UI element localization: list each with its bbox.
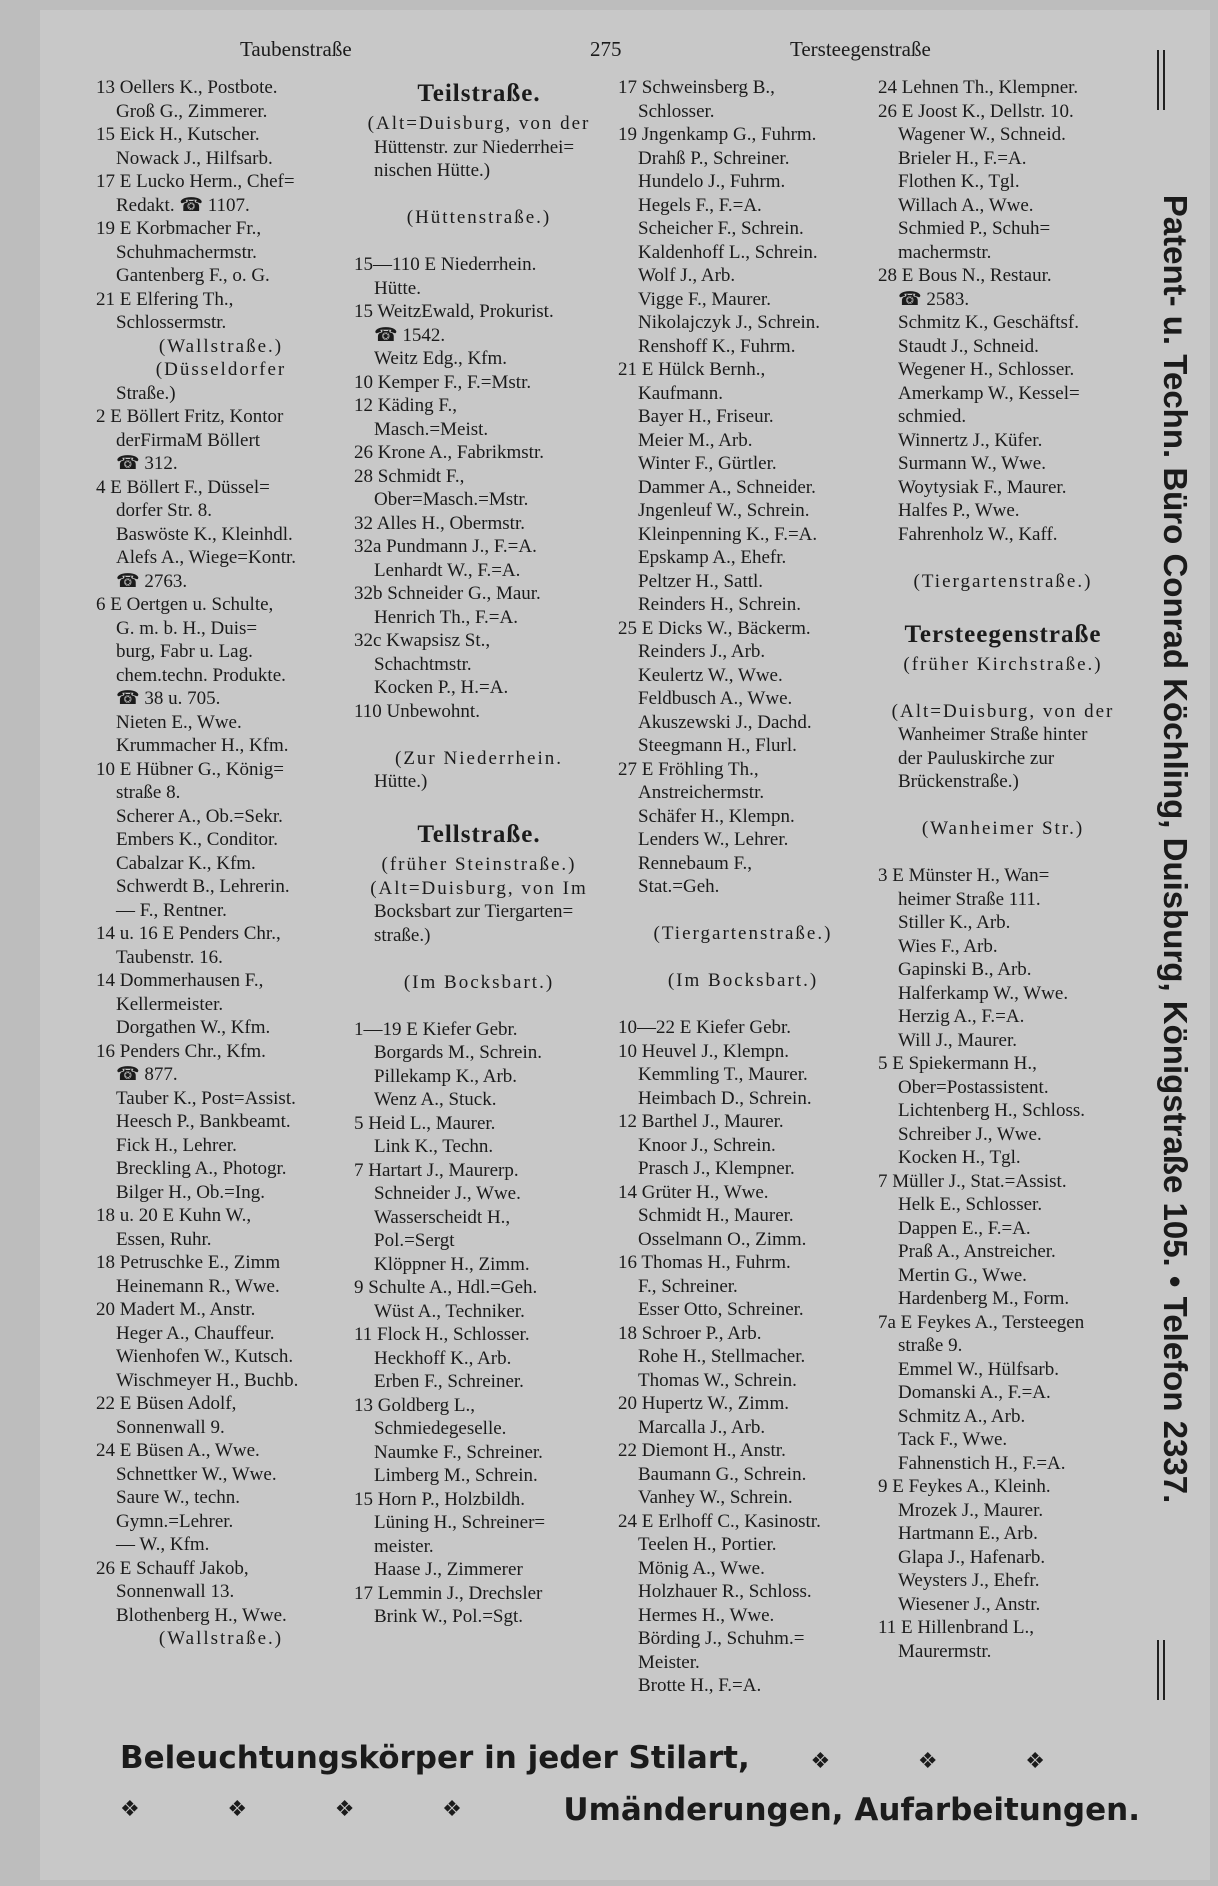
- resident-entry: Rohe H., Stellmacher.: [638, 1346, 806, 1367]
- resident-entry: Wolf J., Arb.: [638, 265, 736, 286]
- address-entry: 24 E Erlhoff C., Kasinostr.: [618, 1510, 821, 1532]
- address-entry: 17 E Lucko Herm., Chef=: [96, 171, 295, 192]
- resident-entry: Blothenberg H., Wwe.: [116, 1604, 287, 1626]
- resident-entry: Anstreichermstr.: [638, 782, 765, 803]
- blank-line: [354, 794, 604, 818]
- resident-entry: Sonnenwall 9.: [116, 1416, 225, 1438]
- street-note: (Wanheimer Str.): [921, 818, 1085, 839]
- resident-entry: Hermes H., Wwe.: [638, 1604, 775, 1626]
- resident-entry: Will J., Maurer.: [898, 1029, 1018, 1051]
- resident-entry: Hardenberg M., Form.: [898, 1288, 1070, 1309]
- resident-entry: Dammer A., Schneider.: [638, 476, 816, 498]
- resident-entry: Breckling A., Photogr.: [116, 1158, 287, 1179]
- address-entry: 21 E Elfering Th.,: [96, 288, 234, 310]
- resident-entry: Wiesener J., Anstr.: [898, 1593, 1041, 1615]
- resident-entry: machermstr.: [898, 241, 992, 263]
- resident-entry: Schäfer H., Klempn.: [638, 805, 795, 827]
- resident-entry: Flothen K., Tgl.: [898, 171, 1020, 192]
- address-entry: 27 E Fröhling Th.,: [618, 758, 759, 780]
- address-entry: 16 Thomas H., Fuhrm.: [618, 1252, 791, 1273]
- resident-entry: Taubenstr. 16.: [116, 946, 223, 968]
- resident-entry: Krummacher H., Kfm.: [116, 735, 289, 756]
- resident-entry: Naumke F., Schreiner.: [374, 1441, 543, 1463]
- resident-entry: Nieten E., Wwe.: [116, 711, 242, 733]
- address-entry: 26 E Schauff Jakob,: [96, 1557, 249, 1579]
- address-entry: 10 E Hübner G., König=: [96, 758, 285, 780]
- resident-entry: Heimbach D., Schrein.: [638, 1087, 812, 1109]
- resident-entry: Jngenleuf W., Schrein.: [638, 500, 810, 521]
- resident-entry: Alefs A., Wiege=Kontr.: [116, 547, 297, 568]
- resident-entry: Erben F., Schreiner.: [374, 1371, 524, 1392]
- resident-entry: Baumann G., Schrein.: [638, 1463, 807, 1485]
- resident-entry: Glapa J., Hafenarb.: [898, 1546, 1046, 1568]
- resident-entry: Woytysiak F., Maurer.: [898, 476, 1067, 498]
- address-entry: 24 Lehnen Th., Klempner.: [878, 77, 1079, 98]
- directory-column: [618, 76, 868, 1698]
- directory-column: [878, 76, 1128, 1663]
- address-entry: 11 Flock H., Schlosser.: [354, 1324, 530, 1345]
- address-entry: 18 Petruschke E., Zimm: [96, 1252, 281, 1273]
- resident-entry: Marcalla J., Arb.: [638, 1416, 766, 1438]
- blank-line: [618, 899, 868, 923]
- resident-entry: Embers K., Conditor.: [116, 829, 279, 850]
- resident-entry: Heinemann R., Wwe.: [116, 1275, 280, 1297]
- resident-entry: Osselmann O., Zimm.: [638, 1228, 807, 1250]
- resident-entry: schmied.: [898, 406, 967, 427]
- resident-entry: Amerkamp W., Kessel=: [898, 382, 1080, 404]
- resident-entry: Staudt J., Schneid.: [898, 335, 1039, 357]
- address-entry: 17 Lemmin J., Drechsler: [354, 1582, 543, 1604]
- address-entry: 9 Schulte A., Hdl.=Geh.: [354, 1277, 538, 1298]
- resident-entry: Akuszewski J., Dachd.: [638, 711, 812, 733]
- resident-entry: Stat.=Geh.: [638, 876, 720, 897]
- resident-entry: Emmel W., Hülfsarb.: [898, 1358, 1059, 1380]
- resident-entry: Scherer A., Ob.=Sekr.: [116, 805, 283, 827]
- address-entry: 110 Unbewohnt.: [354, 700, 480, 722]
- resident-entry: ☎ 2583.: [898, 288, 970, 310]
- resident-entry: Prasch J., Klempner.: [638, 1158, 795, 1179]
- address-entry: 24 E Büsen A., Wwe.: [96, 1440, 260, 1461]
- resident-entry: Schwerdt B., Lehrerin.: [116, 876, 290, 897]
- divider: [1157, 1640, 1165, 1700]
- resident-entry: Lenders W., Lehrer.: [638, 829, 789, 850]
- address-entry: 6 E Oertgen u. Schulte,: [96, 594, 274, 615]
- resident-entry: Feldbusch A., Wwe.: [638, 688, 793, 709]
- resident-entry: Kaufmann.: [638, 382, 723, 404]
- resident-entry: Drahß P., Schreiner.: [638, 147, 790, 169]
- resident-entry: Redakt. ☎ 1107.: [116, 194, 250, 216]
- resident-entry: Hundelo J., Fuhrm.: [638, 171, 786, 192]
- resident-entry: Cabalzar K., Kfm.: [116, 852, 256, 874]
- resident-entry: Limberg M., Schrein.: [374, 1465, 538, 1486]
- resident-entry: ☎ 312.: [116, 453, 178, 474]
- street-note: (früher Kirchstraße.): [903, 653, 1103, 675]
- blank-line: [354, 947, 604, 971]
- blank-line: [878, 841, 1128, 865]
- resident-entry: Halferkamp W., Wwe.: [898, 982, 1069, 1004]
- address-entry: 22 Diemont H., Anstr.: [618, 1440, 786, 1461]
- resident-entry: Lichtenberg H., Schloss.: [898, 1100, 1085, 1121]
- address-entry: 28 E Bous N., Restaur.: [878, 265, 1052, 286]
- resident-entry: Winter F., Gürtler.: [638, 453, 777, 474]
- address-entry: 14 Grüter H., Wwe.: [618, 1181, 769, 1203]
- resident-entry: Brink W., Pol.=Sgt.: [374, 1606, 524, 1627]
- resident-entry: chem.techn. Produkte.: [116, 664, 286, 686]
- blank-line: [878, 593, 1128, 617]
- resident-entry: ☎ 1542.: [374, 324, 446, 346]
- street-note: (Im Bocksbart.): [667, 970, 819, 991]
- resident-entry: der Pauluskirche zur: [898, 747, 1055, 769]
- resident-entry: Kellermeister.: [116, 993, 224, 1015]
- address-entry: 11 E Hillenbrand L.,: [878, 1617, 1035, 1638]
- address-entry: 22 E Büsen Adolf,: [96, 1393, 237, 1414]
- resident-entry: Bayer H., Friseur.: [638, 406, 774, 427]
- resident-entry: Steegmann H., Flurl.: [638, 735, 797, 756]
- street-note: (Zur Niederrhein.: [395, 747, 563, 769]
- street-note: (Wallstraße.): [158, 1628, 284, 1649]
- resident-entry: Weitz Edg., Kfm.: [374, 348, 508, 369]
- resident-entry: Lenhardt W., F.=A.: [374, 559, 521, 581]
- resident-entry: Schmied P., Schuh=: [898, 218, 1051, 239]
- resident-entry: Pol.=Sergt: [374, 1230, 455, 1251]
- resident-entry: Wies F., Arb.: [898, 935, 998, 957]
- resident-entry: Schlossermstr.: [116, 312, 227, 333]
- resident-entry: Brieler H., F.=A.: [898, 147, 1027, 169]
- address-entry: 19 Jngenkamp G., Fuhrm.: [618, 124, 817, 145]
- resident-entry: Mrozek J., Maurer.: [898, 1499, 1044, 1521]
- resident-entry: Wüst A., Techniker.: [374, 1300, 525, 1322]
- page-number: 275: [590, 37, 622, 61]
- resident-entry: Holzhauer R., Schloss.: [638, 1581, 812, 1602]
- address-entry: 18 Schroer P., Arb.: [618, 1322, 762, 1344]
- resident-entry: Praß A., Anstreicher.: [898, 1241, 1056, 1262]
- resident-entry: Baswöste K., Kleinhdl.: [116, 523, 293, 545]
- ornament: ❖ ❖ ❖: [810, 1749, 1086, 1774]
- resident-entry: G. m. b. H., Duis=: [116, 617, 258, 639]
- address-entry: 32a Pundmann J., F.=A.: [354, 536, 537, 557]
- resident-entry: Maurermstr.: [898, 1640, 992, 1662]
- resident-entry: derFirmaM Böllert: [116, 429, 261, 451]
- street-note: (Düsseldorfer: [155, 359, 287, 380]
- resident-entry: Stiller K., Arb.: [898, 912, 1011, 933]
- address-entry: 9 E Feykes A., Kleinh.: [878, 1476, 1051, 1497]
- resident-entry: Haase J., Zimmerer: [374, 1559, 523, 1580]
- side-ad-text: Patent- u. Techn. Büro Conrad Köchling, Duisburg, Königstraße 105. • Telefon 2337.: [1157, 194, 1194, 1504]
- resident-entry: Wegener H., Schlosser.: [898, 359, 1075, 380]
- resident-entry: Meister.: [638, 1651, 700, 1673]
- resident-entry: Herzig A., F.=A.: [898, 1006, 1025, 1027]
- resident-entry: Schachtmstr.: [374, 653, 472, 675]
- address-entry: 1—19 E Kiefer Gebr.: [354, 1018, 518, 1040]
- street-note: (Tiergartenstraße.): [913, 570, 1093, 592]
- address-entry: 14 u. 16 E Penders Chr.,: [96, 923, 281, 944]
- resident-entry: Kaldenhoff L., Schrein.: [638, 241, 818, 263]
- address-entry: 15 Horn P., Holzbildh.: [354, 1488, 525, 1510]
- resident-entry: Lüning H., Schreiner=: [374, 1512, 546, 1533]
- resident-entry: Nikolajczyk J., Schrein.: [638, 312, 821, 333]
- address-entry: 10 Kemper F., F.=Mstr.: [354, 371, 532, 393]
- resident-entry: Weysters J., Ehefr.: [898, 1570, 1040, 1591]
- resident-entry: Bocksbart zur Tiergarten=: [374, 901, 574, 922]
- resident-entry: Hütte.): [374, 771, 428, 792]
- resident-entry: Kemmling T., Maurer.: [638, 1064, 808, 1085]
- address-entry: 25 E Dicks W., Bäckerm.: [618, 617, 811, 639]
- address-entry: 7 Hartart J., Maurerp.: [354, 1159, 519, 1181]
- blank-line: [354, 994, 604, 1018]
- resident-entry: dorfer Str. 8.: [116, 500, 213, 521]
- resident-entry: Ober=Postassistent.: [898, 1076, 1049, 1098]
- resident-entry: Brotte H., F.=A.: [638, 1675, 762, 1696]
- resident-entry: Kleinpenning K., F.=A.: [638, 523, 818, 545]
- resident-entry: straße 9.: [898, 1335, 963, 1356]
- resident-entry: Hegels F., F.=A.: [638, 194, 762, 216]
- address-entry: 7a E Feykes A., Tersteegen: [878, 1311, 1085, 1333]
- resident-entry: Epskamp A., Ehefr.: [638, 547, 787, 568]
- side-advertisement: [1145, 50, 1205, 1710]
- resident-entry: straße 8.: [116, 782, 181, 803]
- resident-entry: Schnettker W., Wwe.: [116, 1463, 277, 1485]
- resident-entry: Hüttenstr. zur Niederrhei=: [374, 136, 575, 158]
- street-note: (Im Bocksbart.): [403, 971, 555, 993]
- resident-entry: Reinders J., Arb.: [638, 641, 766, 662]
- resident-entry: — W., Kfm.: [116, 1534, 210, 1555]
- resident-entry: Schmitz A., Arb.: [898, 1405, 1026, 1427]
- resident-entry: Tauber K., Post=Assist.: [116, 1087, 296, 1109]
- bottom-advertisement: [120, 1732, 1140, 1836]
- banner-line-2: Umänderungen, Aufarbeitungen.: [563, 1792, 1140, 1828]
- resident-entry: Helk E., Schlosser.: [898, 1194, 1043, 1215]
- resident-entry: Fick H., Lehrer.: [116, 1134, 237, 1156]
- address-entry: 13 Goldberg L.,: [354, 1394, 476, 1416]
- resident-entry: Hütte.: [374, 277, 421, 299]
- blank-line: [878, 676, 1128, 700]
- resident-entry: Schmidt H., Maurer.: [638, 1205, 794, 1226]
- resident-entry: Borgards M., Schrein.: [374, 1042, 542, 1063]
- resident-entry: Wischmeyer H., Buchb.: [116, 1369, 299, 1391]
- resident-entry: — F., Rentner.: [116, 899, 227, 921]
- blank-line: [878, 546, 1128, 570]
- resident-entry: Wanheimer Straße hinter: [898, 724, 1088, 745]
- resident-entry: Meier M., Arb.: [638, 429, 753, 451]
- resident-entry: Mönig A., Wwe.: [638, 1557, 765, 1579]
- resident-entry: Dappen E., F.=A.: [898, 1217, 1031, 1239]
- address-entry: 20 Madert M., Anstr.: [96, 1299, 256, 1320]
- address-entry: 32b Schneider G., Maur.: [354, 583, 541, 604]
- resident-entry: Reinders H., Schrein.: [638, 594, 802, 615]
- address-entry: 20 Hupertz W., Zimm.: [618, 1393, 789, 1414]
- resident-entry: Wenz A., Stuck.: [374, 1089, 497, 1110]
- street-note: (Alt=Duisburg, von der: [891, 700, 1115, 722]
- address-entry: 19 E Korbmacher Fr.,: [96, 218, 262, 239]
- street-note: (Alt=Duisburg, von der: [367, 113, 591, 134]
- street-note: (Alt=Duisburg, von Im: [370, 877, 588, 899]
- resident-entry: Wasserscheidt H.,: [374, 1206, 511, 1228]
- resident-entry: Vigge F., Maurer.: [638, 288, 771, 310]
- resident-entry: Keulertz W., Wwe.: [638, 664, 783, 686]
- resident-entry: Scheicher F., Schrein.: [638, 218, 804, 239]
- resident-entry: Thomas W., Schrein.: [638, 1369, 797, 1391]
- resident-entry: Heger A., Chauffeur.: [116, 1322, 275, 1344]
- address-entry: 16 Penders Chr., Kfm.: [96, 1040, 266, 1062]
- street-note: (Hüttenstraße.): [406, 207, 552, 228]
- resident-entry: Surmann W., Wwe.: [898, 453, 1046, 474]
- street-note: (früher Steinstraße.): [381, 854, 577, 875]
- street-heading: Tellstraße.: [417, 821, 541, 848]
- resident-entry: Schmitz K., Geschäftsf.: [898, 312, 1079, 333]
- blank-line: [354, 183, 604, 207]
- resident-entry: Fahnenstich H., F.=A.: [898, 1452, 1066, 1474]
- resident-entry: Schreiber J., Wwe.: [898, 1123, 1042, 1145]
- divider: [1157, 50, 1165, 110]
- address-entry: 15 Eick H., Kutscher.: [96, 124, 260, 145]
- address-entry: 14 Dommerhausen F.,: [96, 970, 264, 991]
- resident-entry: Peltzer H., Sattl.: [638, 570, 764, 592]
- address-entry: 5 E Spiekermann H.,: [878, 1053, 1037, 1074]
- resident-entry: Domanski A., F.=A.: [898, 1382, 1051, 1403]
- address-entry: 4 E Böllert F., Düssel=: [96, 476, 270, 498]
- resident-entry: Kocken P., H.=A.: [374, 677, 509, 698]
- resident-entry: straße.): [374, 924, 431, 946]
- resident-entry: Gymn.=Lehrer.: [116, 1510, 234, 1532]
- street-heading: Teilstraße.: [417, 80, 541, 107]
- directory-column: [96, 76, 346, 1651]
- resident-entry: Renshoff K., Fuhrm.: [638, 335, 796, 357]
- street-heading: Tersteegenstraße: [904, 620, 1102, 648]
- address-entry: 18 u. 20 E Kuhn W.,: [96, 1205, 252, 1226]
- resident-entry: Willach A., Wwe.: [898, 194, 1034, 216]
- resident-entry: ☎ 877.: [116, 1064, 178, 1085]
- resident-entry: Tack F., Wwe.: [898, 1429, 1008, 1450]
- resident-entry: Börding J., Schuhm.=: [638, 1628, 805, 1649]
- header-left-street: Taubenstraße: [240, 37, 352, 61]
- address-entry: 2 E Böllert Fritz, Kontor: [96, 406, 284, 427]
- resident-entry: Vanhey W., Schrein.: [638, 1487, 793, 1508]
- address-entry: 5 Heid L., Maurer.: [354, 1112, 496, 1134]
- resident-entry: Heesch P., Bankbeamt.: [116, 1111, 291, 1132]
- address-entry: 10 Heuvel J., Klempn.: [618, 1040, 789, 1062]
- resident-entry: Schlosser.: [638, 100, 715, 122]
- resident-entry: Winnertz J., Küfer.: [898, 429, 1043, 451]
- resident-entry: Gantenberg F., o. G.: [116, 265, 270, 286]
- address-entry: 32 Alles H., Obermstr.: [354, 512, 525, 534]
- resident-entry: Wienhofen W., Kutsch.: [116, 1346, 294, 1367]
- resident-entry: ☎ 38 u. 705.: [116, 688, 221, 709]
- resident-entry: Schuhmachermstr.: [116, 241, 257, 263]
- address-entry: 7 Müller J., Stat.=Assist.: [878, 1170, 1067, 1192]
- address-entry: 13 Oellers K., Postbote.: [96, 77, 278, 98]
- address-entry: 3 E Münster H., Wan=: [878, 865, 1050, 886]
- resident-entry: Fahrenholz W., Kaff.: [898, 523, 1058, 545]
- address-entry: 21 E Hülck Bernh.,: [618, 359, 766, 380]
- resident-entry: Henrich Th., F.=A.: [374, 606, 518, 628]
- ornament: ❖ ❖ ❖ ❖: [120, 1797, 502, 1822]
- resident-entry: Straße.): [116, 382, 176, 404]
- address-entry: 12 Käding F.,: [354, 395, 457, 416]
- resident-entry: Hartmann E., Arb.: [898, 1523, 1038, 1544]
- blank-line: [618, 946, 868, 970]
- resident-entry: Esser Otto, Schreiner.: [638, 1299, 804, 1320]
- resident-entry: Schneider J., Wwe.: [374, 1183, 521, 1204]
- resident-entry: Schmiedegeselle.: [374, 1418, 507, 1439]
- resident-entry: Kocken H., Tgl.: [898, 1147, 1021, 1168]
- resident-entry: heimer Straße 111.: [898, 888, 1041, 910]
- address-entry: 26 Krone A., Fabrikmstr.: [354, 442, 544, 463]
- resident-entry: ☎ 2763.: [116, 570, 188, 592]
- resident-entry: Knoor J., Schrein.: [638, 1134, 776, 1156]
- address-entry: 15—110 E Niederrhein.: [354, 254, 537, 275]
- directory-column: [354, 76, 604, 1629]
- address-entry: 10—22 E Kiefer Gebr.: [618, 1017, 792, 1038]
- resident-entry: Essen, Ruhr.: [116, 1228, 212, 1250]
- resident-entry: Groß G., Zimmerer.: [116, 100, 268, 122]
- blank-line: [354, 723, 604, 747]
- resident-entry: Gapinski B., Arb.: [898, 959, 1032, 980]
- address-entry: 26 E Joost K., Dellstr. 10.: [878, 100, 1074, 122]
- resident-entry: nischen Hütte.): [374, 160, 491, 181]
- resident-entry: Saure W., techn.: [116, 1487, 241, 1508]
- resident-entry: Klöppner H., Zimm.: [374, 1253, 530, 1275]
- resident-entry: Mertin G., Wwe.: [898, 1264, 1027, 1286]
- resident-entry: Dorgathen W., Kfm.: [116, 1017, 271, 1038]
- resident-entry: Wagener W., Schneid.: [898, 124, 1066, 145]
- header-right-street: Tersteegenstraße: [790, 37, 931, 61]
- banner-line-1: Beleuchtungskörper in jeder Stilart,: [120, 1740, 750, 1776]
- resident-entry: Ober=Masch.=Mstr.: [374, 489, 529, 510]
- address-entry: 15 WeitzEwald, Prokurist.: [354, 301, 554, 322]
- resident-entry: F., Schreiner.: [638, 1275, 738, 1297]
- street-note: (Wallstraße.): [158, 335, 284, 357]
- resident-entry: Heckhoff K., Arb.: [374, 1347, 512, 1369]
- resident-entry: Rennebaum F.,: [638, 852, 753, 874]
- resident-entry: Masch.=Meist.: [374, 418, 489, 440]
- resident-entry: meister.: [374, 1535, 434, 1557]
- blank-line: [618, 993, 868, 1017]
- street-note: (Tiergartenstraße.): [653, 923, 833, 944]
- resident-entry: Sonnenwall 13.: [116, 1581, 235, 1602]
- resident-entry: Bilger H., Ob.=Ing.: [116, 1181, 265, 1203]
- address-entry: 12 Barthel J., Maurer.: [618, 1111, 784, 1132]
- resident-entry: Pillekamp K., Arb.: [374, 1065, 518, 1087]
- resident-entry: Link K., Techn.: [374, 1136, 494, 1157]
- resident-entry: Teelen H., Portier.: [638, 1534, 777, 1555]
- blank-line: [878, 794, 1128, 818]
- address-entry: 17 Schweinsberg B.,: [618, 77, 775, 98]
- address-entry: 28 Schmidt F.,: [354, 465, 465, 487]
- resident-entry: burg, Fabr u. Lag.: [116, 641, 253, 662]
- address-entry: 32c Kwapsisz St.,: [354, 630, 491, 651]
- resident-entry: Nowack J., Hilfsarb.: [116, 147, 273, 169]
- resident-entry: Halfes P., Wwe.: [898, 500, 1020, 521]
- blank-line: [354, 230, 604, 254]
- resident-entry: Brückenstraße.): [898, 771, 1019, 792]
